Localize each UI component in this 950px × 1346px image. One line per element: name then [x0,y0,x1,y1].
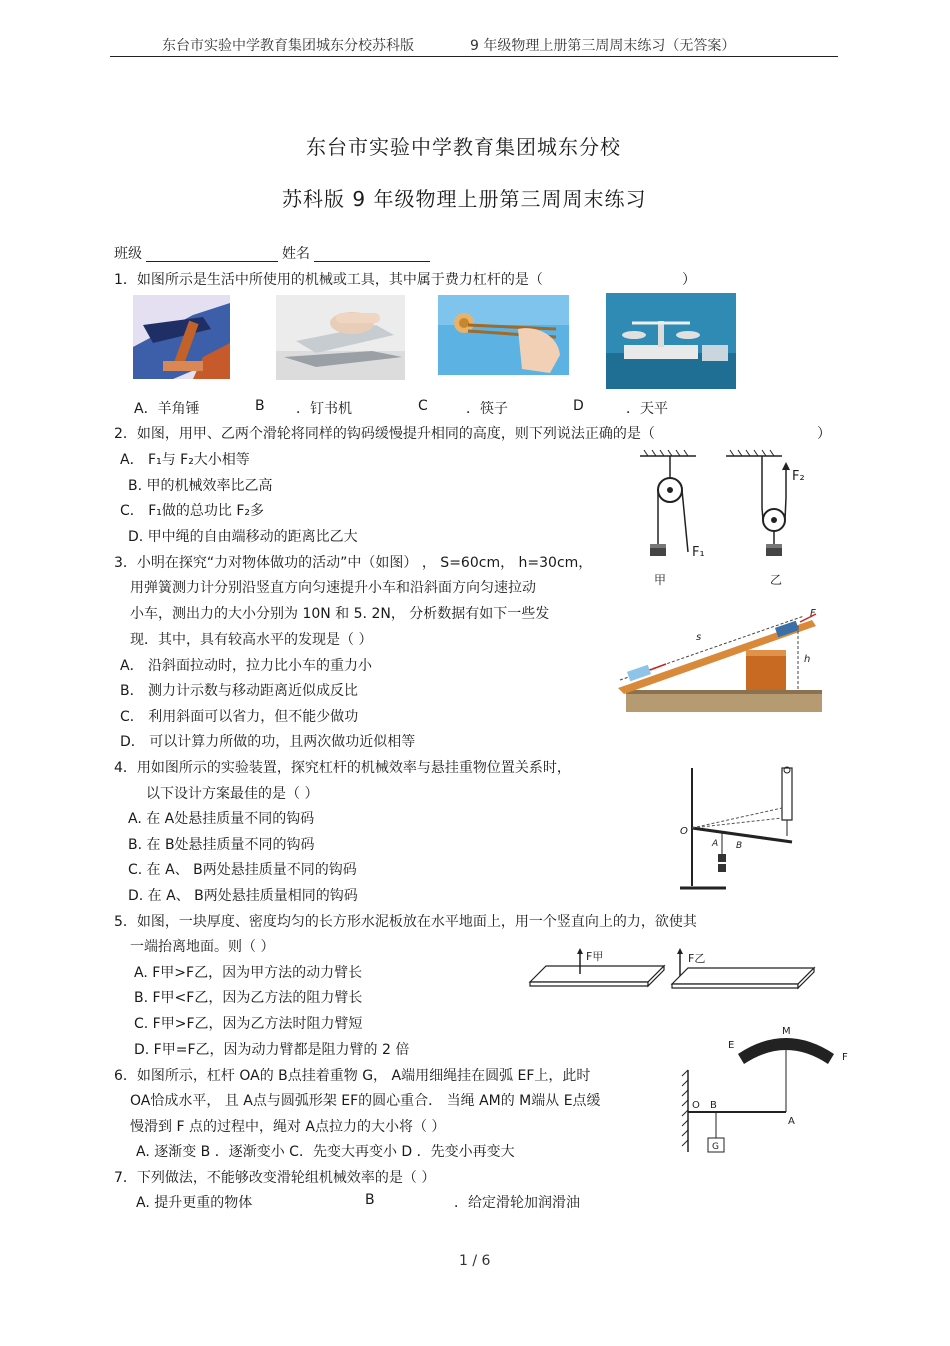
pulley-diagram [630,448,820,593]
q2-option-b: B. 甲的机械效率比乙高 [128,478,273,494]
chopsticks-photo [438,295,569,375]
lever-efficiency-diagram [676,764,800,894]
q1-option-b-letter: B [255,398,265,414]
q2-stem: 2．如图，用甲、乙两个滑轮将同样的钩码缓慢提升相同的高度，则下列说法正确的是（ [114,426,655,442]
header-school: 东台市实验中学教育集团城东分校苏科版 [162,38,414,54]
label-h: h [804,654,811,665]
q2-option-d: D. 甲中绳的自由端移动的距离比乙大 [128,529,358,545]
q4-stem-line2: 以下设计方案最佳的是（ ） [146,786,319,802]
label-a: A [788,1116,795,1127]
label-m: M [782,1026,791,1037]
label-e: E [728,1040,735,1051]
claw-hammer-photo [133,295,230,379]
q6-stem-line2: OA恰成水平， 且 A点与圆弧形架 EF的圆心重合． 当绳 AM的 M端从 E点缓 [130,1093,601,1109]
q5-option-c: C. F甲>F乙，因为乙方法时阻力臂短 [134,1016,363,1032]
q5-stem-line2: 一端抬离地面。则（ ） [130,939,275,955]
q7-option-b-letter: B [365,1192,375,1208]
q3-stem-line2: 用弹簧测力计分别沿竖直方向匀速提升小车和沿斜面方向匀速拉动 [130,580,536,596]
q2-close: ） [817,426,831,442]
name-label: 姓名 [282,246,310,262]
label-b: B [710,1100,717,1111]
name-blank [314,261,430,262]
label-jia: 甲 [654,573,667,587]
q5-stem-line1: 5．如图，一块厚度、密度均匀的长方形水泥板放在水平地面上，用一个竖直向上的力，欲使其 [114,914,697,930]
title-exercise: 苏科版 9 年级物理上册第三周周末练习 [282,187,647,211]
q7-option-b: ．给定滑轮加润滑油 [454,1195,580,1211]
q2-option-c: C． F₁做的总功比 F₂多 [120,503,265,519]
q3-option-c: C． 利用斜面可以省力，但不能少做功 [120,709,359,725]
page-number: 1 / 6 [459,1253,491,1269]
q6-options: A. 逐渐变 B ．逐渐变小 C．先变大再变小 D ．先变小再变大 [136,1144,515,1160]
q2-option-a: A． F₁与 F₂大小相等 [120,452,250,468]
balance-scale-photo [606,293,736,389]
q6-stem-line1: 6．如图所示，杠杆 OA的 B点挂着重物 G， A端用细绳挂在圆弧 EF上，此时 [114,1068,591,1084]
label-s: s [696,632,702,643]
q1-option-a: A．羊角锤 [134,401,200,417]
title-school: 东台市实验中学教育集团城东分校 [306,135,621,159]
label-g: G [712,1142,719,1152]
class-blank [146,261,278,262]
label-o: O [692,1100,700,1111]
label-f: F [810,608,816,619]
q3-stem-line3: 小车，测出力的大小分别为 10N 和 5. 2N， 分析数据有如下一些发 [130,606,550,622]
q3-option-a: A． 沿斜面拉动时，拉力比小车的重力小 [120,658,373,674]
stapler-photo [276,295,405,380]
q1-close: ） [682,272,696,288]
label-f1: F₁ [692,545,705,560]
q1-option-d: ．天平 [626,401,668,417]
label-f: F [842,1052,848,1063]
q4-option-a: A. 在 A处悬挂质量不同的钩码 [128,811,315,827]
label-f2: F₂ [792,469,805,484]
label-b: B [736,841,743,851]
q4-option-b: B. 在 B处悬挂质量不同的钩码 [128,837,315,853]
cement-slab-diagram [528,944,828,992]
label-f-yi: F乙 [688,952,706,965]
header-rule [110,56,838,57]
label-f-jia: F甲 [586,950,604,963]
q3-option-d: D． 可以计算力所做的功，且两次做功近似相等 [120,734,416,750]
q3-stem-line4: 现．其中，具有较高水平的发现是（ ） [130,632,373,648]
q1-option-c: ．筷子 [466,401,508,417]
label-a: A [712,839,719,849]
q1-option-d-letter: D [573,398,584,414]
q4-stem-line1: 4．用如图所示的实验装置，探究杠杆的机械效率与悬挂重物位置关系时， [114,760,571,776]
q1-option-c-letter: C [418,398,428,414]
q7-stem: 7．下列做法，不能够改变滑轮组机械效率的是（ ） [114,1170,436,1186]
q1-option-b: ．钉书机 [296,401,352,417]
q5-option-a: A. F甲>F乙，因为甲方法的动力臂长 [134,965,363,981]
class-label: 班级 [114,246,142,262]
label-o: O [680,826,688,837]
q5-option-d: D. F甲=F乙，因为动力臂都是阻力臂的 2 倍 [134,1042,410,1058]
q5-option-b: B. F甲<F乙，因为乙方法的阻力臂长 [134,990,363,1006]
q3-stem-line1: 3．小明在探究“力对物体做功的活动”中（如图） ， S=60cm， h=30cm， [114,555,593,571]
header-title: 9 年级物理上册第三周周末练习（无答案） [470,38,736,54]
q1-stem: 1．如图所示是生活中所使用的机械或工具，其中属于费力杠杆的是（ [114,272,543,288]
arc-lever-diagram [680,1026,858,1156]
q3-option-b: B． 测力计示数与移动距离近似成反比 [120,683,359,699]
incline-diagram [612,604,824,716]
q6-stem-line3: 慢滑到 F 点的过程中，绳对 A点拉力的大小将（ ） [130,1119,446,1135]
q4-option-d: D. 在 A、 B两处悬挂质量相同的钩码 [128,888,358,904]
q4-option-c: C. 在 A、 B两处悬挂质量不同的钩码 [128,862,357,878]
label-yi: 乙 [770,573,783,587]
q7-option-a: A. 提升更重的物体 [136,1195,253,1211]
